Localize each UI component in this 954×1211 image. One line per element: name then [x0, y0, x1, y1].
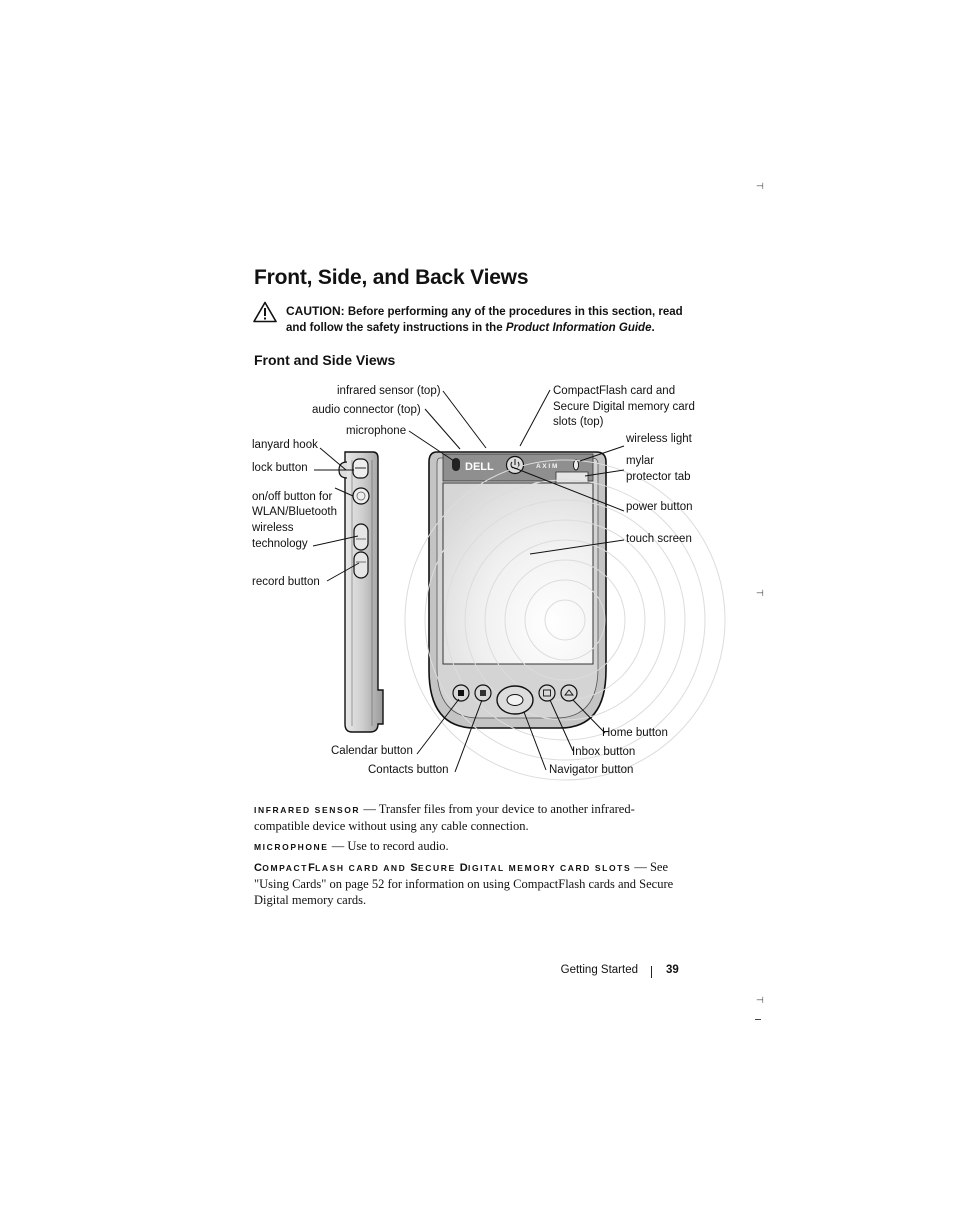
callout-infrared-sensor: infrared sensor (top): [337, 385, 441, 397]
desc-infrared-text: Transfer files from your device to another infrared-compatible device without using any cable connection.: [254, 802, 635, 833]
callout-cf-line1: CompactFlash card and: [553, 385, 676, 397]
side-view-device: [339, 452, 383, 732]
side-record-button-upper: [354, 524, 368, 550]
caution-label: CAUTION:: [286, 304, 345, 318]
side-wlan-button: [353, 488, 369, 504]
callout-inbox-button: Inbox button: [572, 746, 636, 758]
desc-card-slots: [254, 859, 674, 908]
callout-calendar-button: Calendar button: [331, 745, 413, 757]
footer-page-number: 39: [666, 964, 679, 976]
callout-wlan-line4: technology: [252, 538, 308, 550]
device-brand-logo: DELL: [465, 461, 494, 473]
desc-cards-term-1a: C: [254, 862, 263, 874]
desc-microphone-term: MICROPHONE: [254, 842, 329, 852]
callout-mylar-line2: protector tab: [626, 471, 691, 483]
desc-infrared-sensor: [254, 801, 674, 834]
inbox-button: [539, 685, 555, 701]
desc-cards-term-4a: D: [459, 862, 468, 874]
device-model-label: A X I M: [536, 463, 558, 470]
page-title: Front, Side, and Back Views: [254, 266, 529, 289]
callout-home-button: Home button: [602, 727, 668, 739]
callout-cf-line3: slots (top): [553, 416, 604, 428]
desc-cards-term-3b: ECURE: [418, 863, 460, 873]
callout-audio-connector: audio connector (top): [312, 404, 421, 416]
desc-infrared-dash: —: [360, 802, 379, 816]
page-footer: [530, 964, 680, 982]
desc-microphone: [254, 838, 674, 855]
caution-text-before: Before performing any of the procedures in this section, read and follow the safety instructions in the: [286, 306, 683, 334]
callout-wlan-line1: on/off button for: [252, 491, 333, 503]
callout-wlan-line3: wireless: [252, 522, 294, 534]
callout-wlan-line2: WLAN/Bluetooth: [252, 506, 338, 518]
crop-mark-middle: ⊣: [756, 589, 764, 599]
desc-microphone-dash: —: [328, 839, 348, 853]
callout-navigator-button: Navigator button: [549, 764, 634, 776]
callout-power-button: power button: [626, 501, 693, 513]
callout-touch-screen: touch screen: [626, 533, 692, 545]
section-subtitle: Front and Side Views: [254, 352, 396, 368]
callout-mylar-line1: mylar: [626, 455, 655, 467]
caution-guide-title: Product Information Guide: [505, 322, 652, 334]
desc-microphone-text: Use to record audio.: [347, 839, 449, 853]
wireless-light: [574, 460, 579, 470]
desc-cards-text: See "Using Cards" on page 52 for information on using CompactFlash cards and Secure Digital memory cards.: [254, 860, 674, 907]
crop-mark-bottom: ⊣: [756, 996, 764, 1006]
desc-cards-term-2b: LASH CARD AND: [315, 863, 411, 873]
callout-wireless-light: wireless light: [626, 433, 692, 445]
callout-microphone: microphone: [346, 425, 407, 437]
desc-cards-term-4b: IGITAL MEMORY CARD SLOTS: [467, 863, 632, 873]
crop-mark-top: ⊣: [756, 182, 764, 192]
home-button: [561, 685, 577, 701]
callout-lock-button: lock button: [252, 462, 308, 474]
callout-record-button: record button: [252, 576, 320, 588]
footer-separator: [651, 966, 652, 978]
side-lock-button: [353, 459, 368, 478]
desc-cards-dash: —: [631, 860, 650, 874]
caution-text-after: .: [651, 322, 655, 334]
desc-infrared-term: INFRARED SENSOR: [254, 805, 361, 815]
callout-cf-line2: Secure Digital memory card: [553, 401, 695, 413]
footer-section-title: Getting Started: [560, 964, 638, 976]
desc-cards-term-1b: OMPACT: [262, 863, 309, 873]
desc-cards-term-2a: F: [308, 862, 316, 874]
callout-contacts-button: Contacts button: [368, 764, 449, 776]
mylar-tab: [556, 472, 588, 484]
desc-cards-term-3a: S: [410, 862, 419, 874]
callout-lanyard-hook: lanyard hook: [252, 439, 318, 451]
touch-screen: [443, 483, 593, 664]
